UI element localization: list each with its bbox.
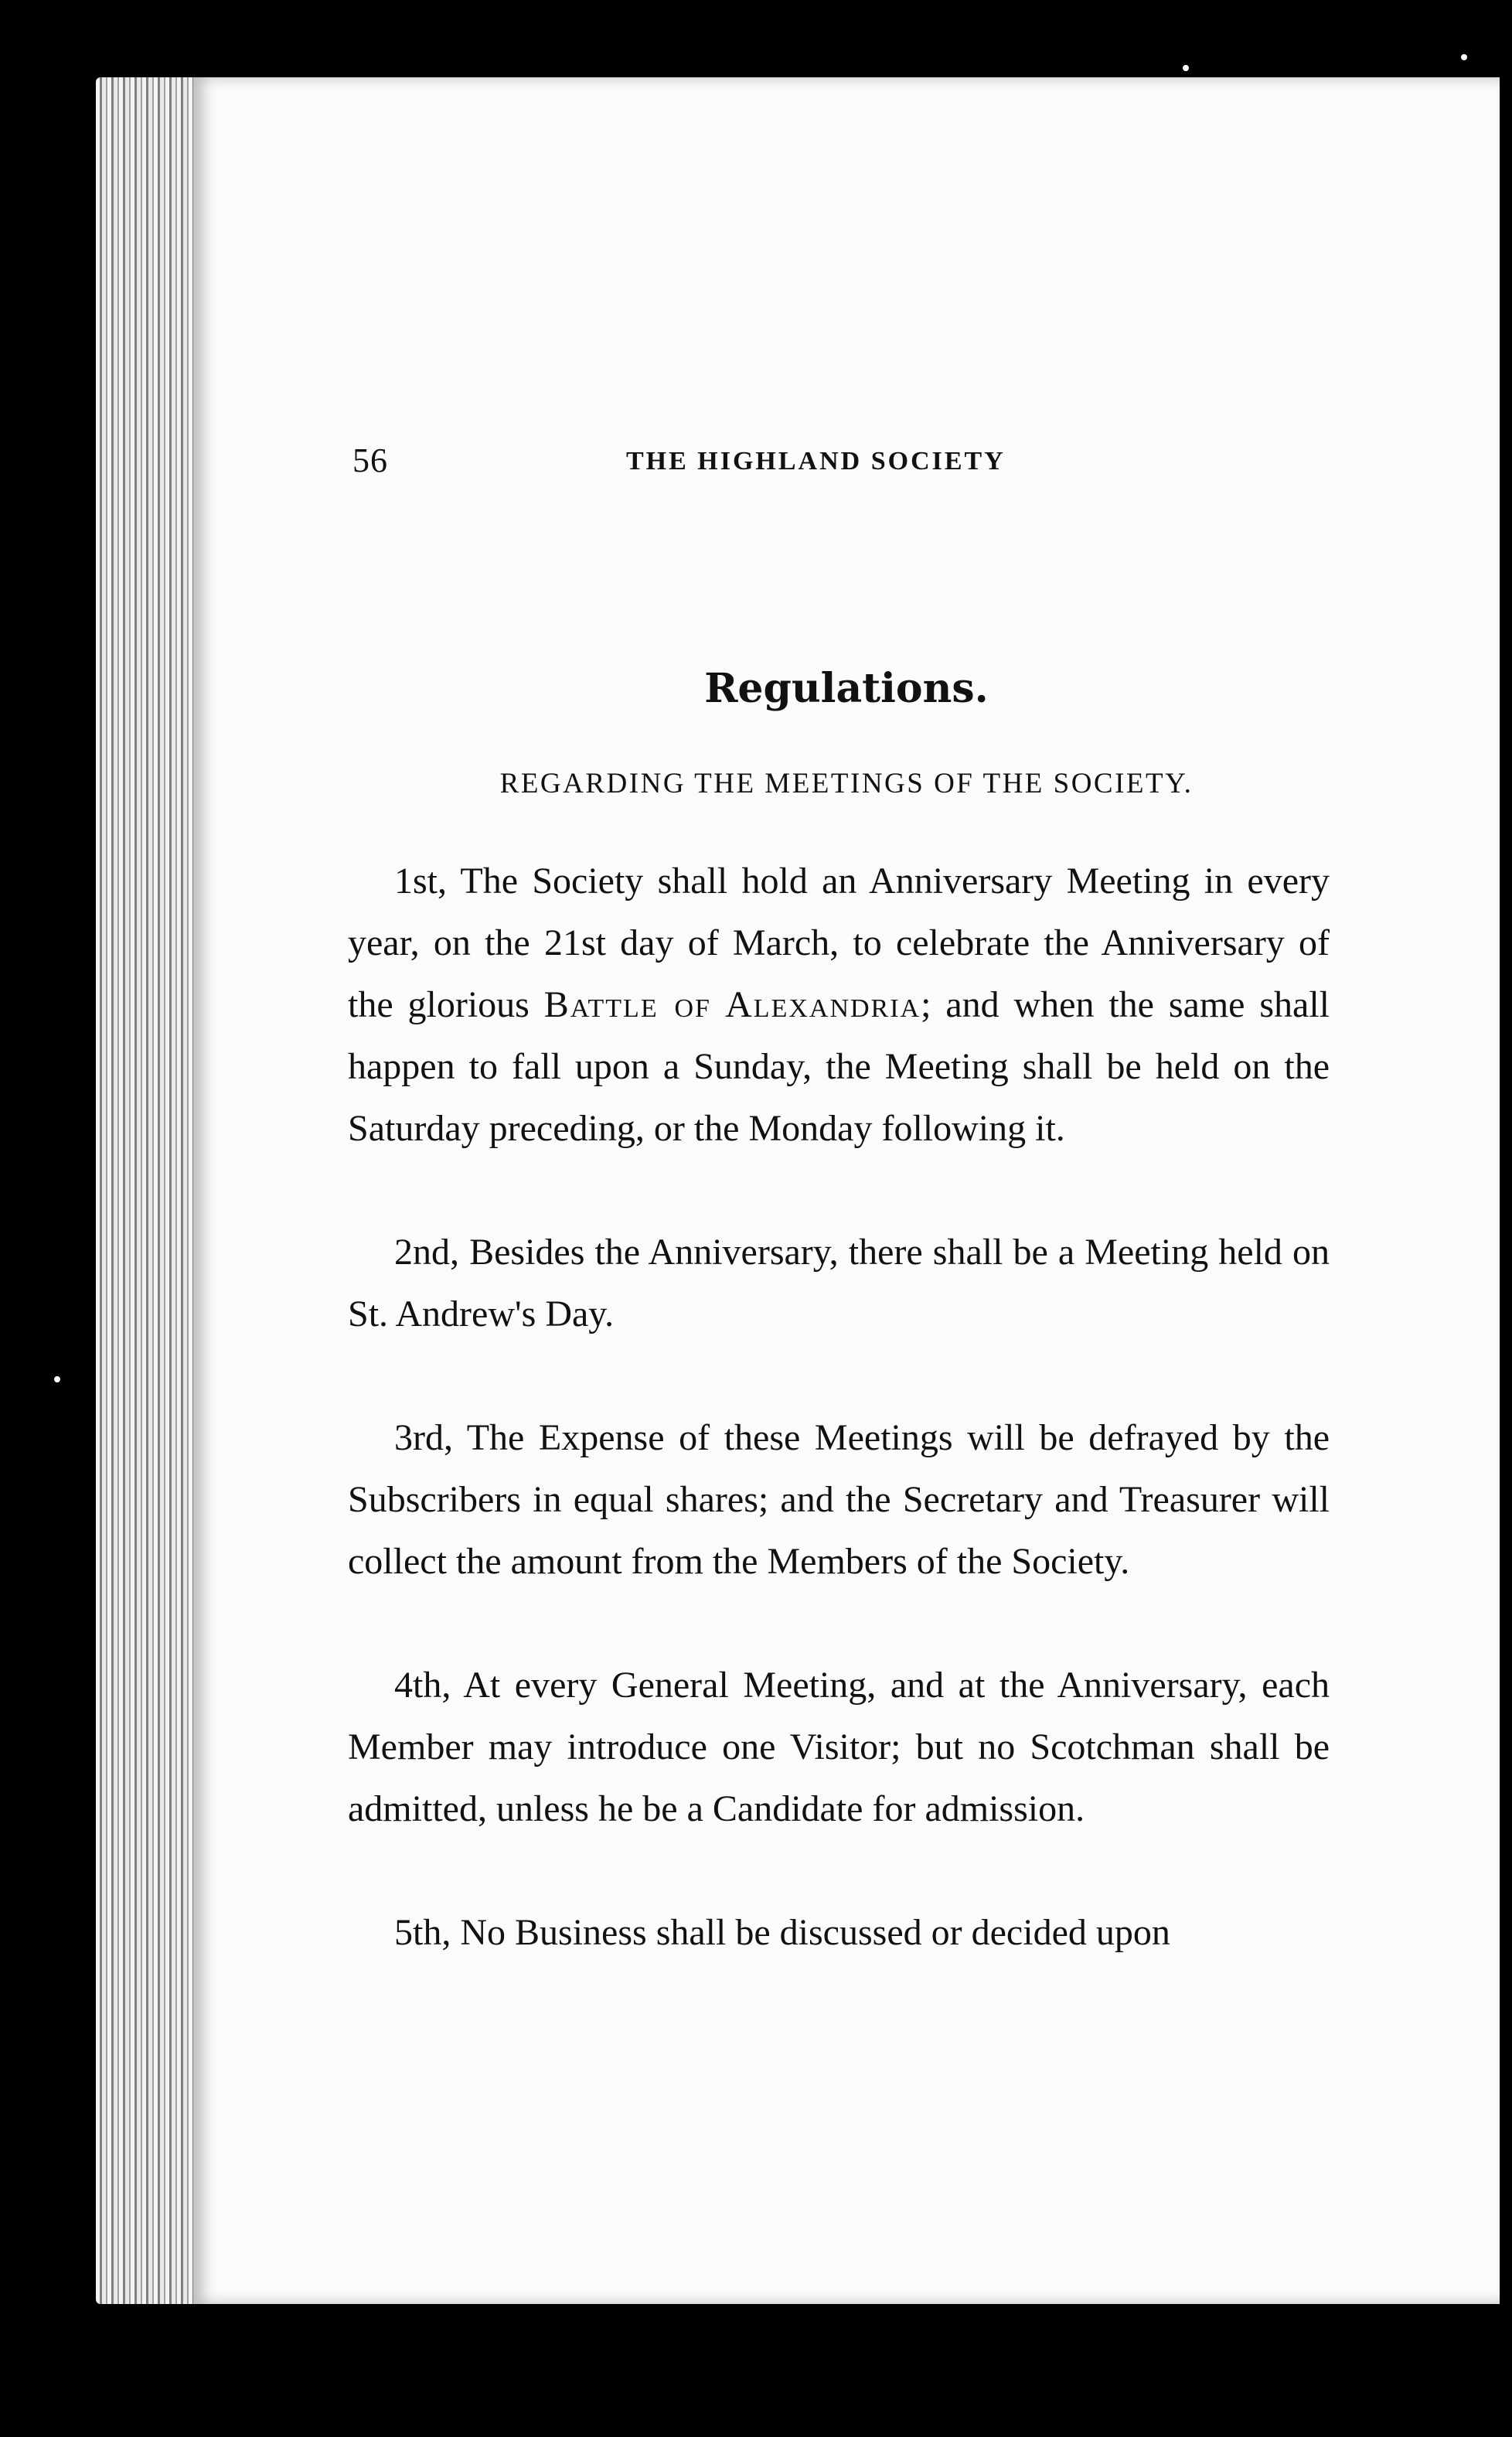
scan-speck xyxy=(54,1376,60,1382)
paragraph-4: 4th, At every General Meeting, and at the Anniversary, each Member may introduce one Visitor; but no Scotchman shall be admitted, unless he be a Candidate for admission. xyxy=(348,1665,1330,1829)
paragraph-1 xyxy=(348,850,1330,1160)
paragraph-1-part1: 1st, The Society shall hold an Anniversary Meeting in every year, on the 21st day of March, to celebrate the Anniversary of the glorious xyxy=(348,861,1330,1025)
section-title: Regulations. xyxy=(704,665,989,712)
page-edges xyxy=(96,77,204,2304)
book-page xyxy=(193,77,1500,2304)
page-number: 56 xyxy=(352,441,388,479)
paragraph-1-battle-name: Battle of Alexandria xyxy=(543,984,921,1025)
paragraph-2: 2nd, Besides the Anniversary, there shall be a Meeting held on St. Andrew's Day. xyxy=(348,1232,1330,1334)
scan-speck xyxy=(1461,54,1467,60)
section-subtitle: REGARDING THE MEETINGS OF THE SOCIETY. xyxy=(499,768,1194,799)
scan-speck xyxy=(1183,65,1189,71)
body-text xyxy=(348,850,1330,2026)
paragraph-5: 5th, No Business shall be discussed or decided upon xyxy=(394,1912,1170,1953)
paragraph-3: 3rd, The Expense of these Meetings will be defrayed by the Subscribers in equal shares; and the Secretary and Treasurer will collect the amount from the Members of the Society. xyxy=(348,1417,1330,1582)
paragraph-1-part2: ; and when the same shall happen to fall upon a Sunday, the Meeting shall be held on the Saturday preceding, or the Monday following it. xyxy=(348,984,1330,1149)
running-head xyxy=(193,441,1500,487)
running-head-title: THE HIGHLAND SOCIETY xyxy=(626,447,1006,475)
